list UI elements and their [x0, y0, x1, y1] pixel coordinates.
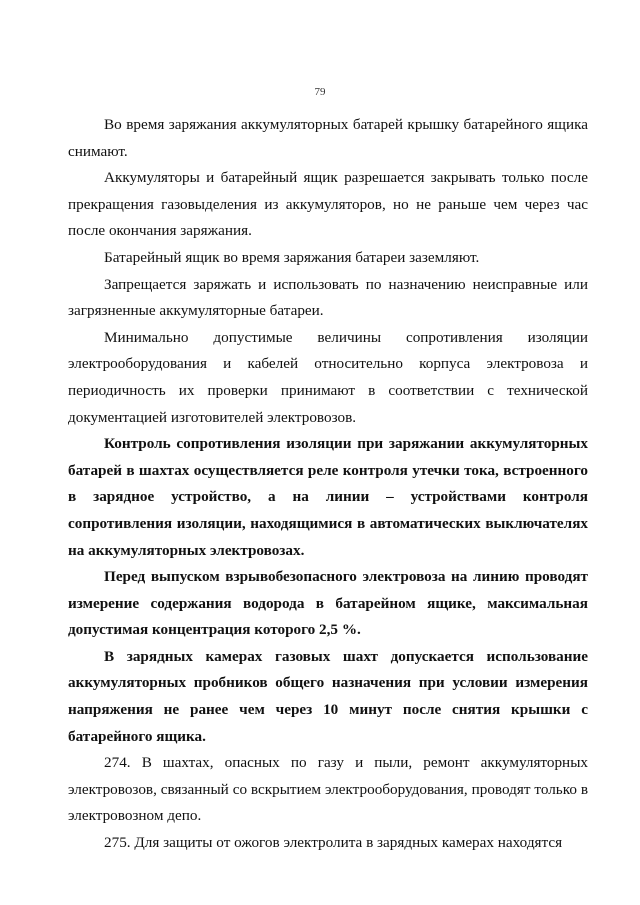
paragraph-4: Запрещается заряжать и использовать по назначению неисправные или загрязненные аккумуляторные батареи.: [68, 275, 588, 320]
paragraph-2: Аккумуляторы и батарейный ящик разрешается закрывать только после прекращения газовыделения из аккумуляторов, но не раньше чем через час после окончания заряжания.: [68, 169, 588, 240]
body-text: [68, 112, 588, 857]
paragraph-5: Минимально допустимые величины сопротивления изоляции электрооборудования и кабелей относительно корпуса электровоза и периодичность их проверки принимают в соответствии с технической документацией изготовителей электровозов.: [68, 328, 588, 426]
page-number: 79: [314, 86, 326, 98]
paragraph-9: 274. В шахтах, опасных по газу и пыли, ремонт аккумуляторных электровозов, связанный со вскрытием электрооборудования, проводят только в электровозном депо.: [68, 754, 588, 825]
paragraph-1: Во время заряжания аккумуляторных батарей крышку батарейного ящика снимают.: [68, 116, 588, 160]
paragraph-10: 275. Для защиты от ожогов электролита в зарядных камерах находятся: [104, 834, 563, 852]
paragraph-7: Перед выпуском взрывобезопасного электровоза на линию проводят измерение содержания водорода в батарейном ящике, максимальная допустимая концентрация которого 2,5 %.: [68, 568, 588, 639]
paragraph-8: В зарядных камерах газовых шахт допускается использование аккумуляторных пробников общего назначения при условии измерения напряжения не ранее чем через 10 минут после снятия крышки с батарейного ящика.: [68, 647, 588, 745]
paragraph-6: Контроль сопротивления изоляции при заряжании аккумуляторных батарей в шахтах осуществляется реле контроля утечки тока, встроенного в зарядное устройство, а на линии – устройствами контроля сопротивления изоляции, находящимися в автоматических выключателях на аккумуляторных электровозах.: [68, 435, 588, 559]
paragraph-3: Батарейный ящик во время заряжания батареи заземляют.: [104, 248, 480, 266]
